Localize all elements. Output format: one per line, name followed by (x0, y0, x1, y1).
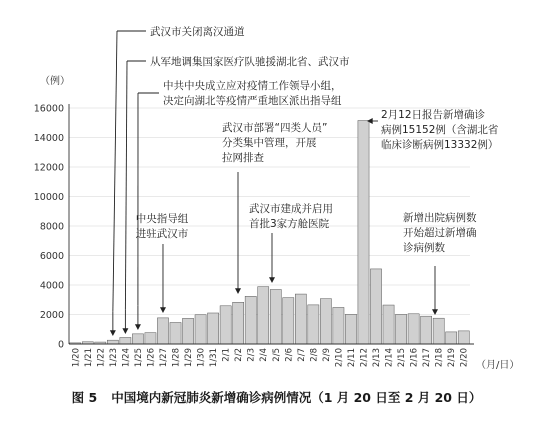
annotation-text: 新增出院病例数 (403, 212, 477, 224)
x-tick-label: 1/26 (146, 348, 157, 368)
bar (295, 294, 306, 344)
y-tick-label: 16000 (33, 103, 64, 115)
x-tick-label: 1/22 (96, 348, 107, 368)
annotation-text: 进驻武汉市 (135, 228, 189, 240)
x-tick-label: 1/24 (121, 348, 132, 368)
x-tick-label: 2/14 (384, 348, 395, 368)
bar (107, 340, 118, 344)
x-tick-label: 1/25 (133, 348, 144, 368)
bar (145, 333, 156, 344)
bar (245, 296, 256, 344)
x-tick-label: 2/9 (321, 348, 332, 362)
y-tick-label: 0 (57, 339, 64, 351)
annotation-arrow-head (122, 328, 128, 334)
x-tick-label: 2/3 (246, 348, 257, 362)
annotation-text: 分类集中管理，开展 (222, 137, 317, 149)
x-tick-label: 1/23 (108, 348, 119, 368)
x-tick-label: 2/13 (372, 348, 383, 368)
y-unit-label: （例） (40, 76, 70, 87)
bar (396, 314, 407, 344)
annotation (249, 202, 333, 230)
x-tick-label: 1/31 (209, 348, 220, 368)
bar (120, 337, 131, 344)
annotation-arrow-head (135, 324, 141, 330)
annotation-text: 武汉市部署“四类人员” (222, 122, 328, 134)
bar (383, 305, 394, 344)
x-tick-label: 2/8 (309, 348, 320, 362)
bar (358, 121, 369, 344)
x-tick-label: 1/27 (158, 348, 169, 368)
annotation-text: 开始超过新增确 (403, 227, 477, 239)
annotation-text: 首批3家方舱医院 (249, 218, 330, 230)
bar (458, 331, 469, 344)
annotation-text: 2月12日报告新增确诊 (381, 109, 486, 121)
annotation-text: 病例15152例（含湖北省 (381, 124, 499, 136)
y-tick-labels (34, 104, 64, 351)
x-tick-label: 2/6 (284, 348, 295, 362)
x-tick-label: 2/17 (422, 348, 433, 368)
annotation (222, 121, 327, 164)
annotations (110, 25, 499, 336)
x-tick-label: 1/28 (171, 348, 182, 368)
x-tick-label: 1/20 (71, 348, 82, 368)
annotation-text: 诊病例数 (403, 242, 445, 254)
bar (157, 318, 168, 344)
annotation-arrow-line (125, 61, 127, 310)
bar (283, 298, 294, 344)
x-tick-label: 2/10 (334, 348, 345, 368)
annotation (403, 211, 477, 254)
annotation-arrow-head (269, 277, 275, 283)
annotation-text: 武汉市建成并启用 (249, 203, 333, 215)
bar (345, 314, 356, 344)
figure-caption (0, 388, 553, 406)
bar (208, 313, 219, 344)
x-tick-label: 1/30 (196, 348, 207, 368)
bar (408, 314, 419, 344)
bar (233, 302, 244, 344)
bar (370, 269, 381, 344)
y-tick-label: 8000 (39, 221, 64, 233)
bar (220, 306, 231, 344)
annotation (381, 108, 499, 151)
bar (446, 332, 457, 344)
bar (182, 318, 193, 344)
bar (270, 290, 281, 344)
x-tick-label: 2/19 (447, 348, 458, 368)
x-tick-label: 2/5 (271, 348, 282, 362)
x-tick-label: 2/12 (359, 348, 370, 368)
annotation-text: 武汉市关闭离汉通道 (150, 26, 245, 38)
bar (421, 316, 432, 344)
bar (433, 318, 444, 344)
x-tick-label: 2/1 (221, 348, 232, 362)
bar (320, 299, 331, 344)
y-tick-label: 10000 (33, 192, 64, 203)
figure-title: 中国境内新冠肺炎新增确诊病例情况（1 月 20 日至 2 月 20 日） (111, 390, 482, 405)
y-tick-label: 2000 (39, 310, 64, 321)
x-unit-label: （月/日） (476, 360, 520, 371)
x-tick-label: 2/16 (409, 348, 420, 368)
bar (333, 307, 344, 344)
annotation-text: 临床诊断病例13332例） (381, 139, 499, 151)
y-tick-label: 12000 (33, 162, 64, 174)
annotation-text: 中央指导组 (135, 213, 189, 225)
bar (170, 322, 181, 344)
annotation-arrow-head (235, 288, 241, 294)
annotation-text: 从军地调集国家医疗队驰援湖北省、武汉市 (150, 56, 350, 68)
annotation-text: 中共中央成立应对疫情工作领导小组， (163, 80, 342, 92)
annotation (150, 55, 350, 68)
bar (132, 334, 143, 344)
x-tick-label: 2/15 (397, 348, 408, 368)
annotation-text: 决定向湖北等疫情严重地区派出指导组 (163, 95, 342, 107)
annotation (163, 79, 342, 107)
x-tick-label: 2/4 (259, 348, 270, 362)
x-tick-label: 2/20 (459, 348, 470, 368)
bar (258, 287, 269, 344)
x-tick-label: 1/21 (83, 348, 94, 368)
x-tick-label: 2/2 (234, 348, 245, 362)
y-tick-label: 14000 (33, 133, 64, 144)
annotation (150, 25, 245, 38)
bar (308, 305, 319, 344)
y-tick-label: 6000 (39, 251, 64, 262)
annotation-arrow-head (110, 330, 116, 336)
annotation-arrow-head (160, 307, 166, 313)
bar (195, 315, 206, 344)
x-tick-label: 2/7 (296, 348, 307, 362)
annotation-text: 拉网排查 (222, 152, 264, 164)
x-tick-label: 1/29 (184, 348, 195, 368)
x-tick-label: 2/18 (434, 348, 445, 368)
annotation-arrow-line (113, 31, 117, 312)
x-tick-labels (71, 348, 469, 367)
y-tick-label: 4000 (39, 280, 64, 292)
x-tick-label: 2/11 (346, 348, 357, 368)
figure-number: 图 5 (71, 390, 98, 405)
